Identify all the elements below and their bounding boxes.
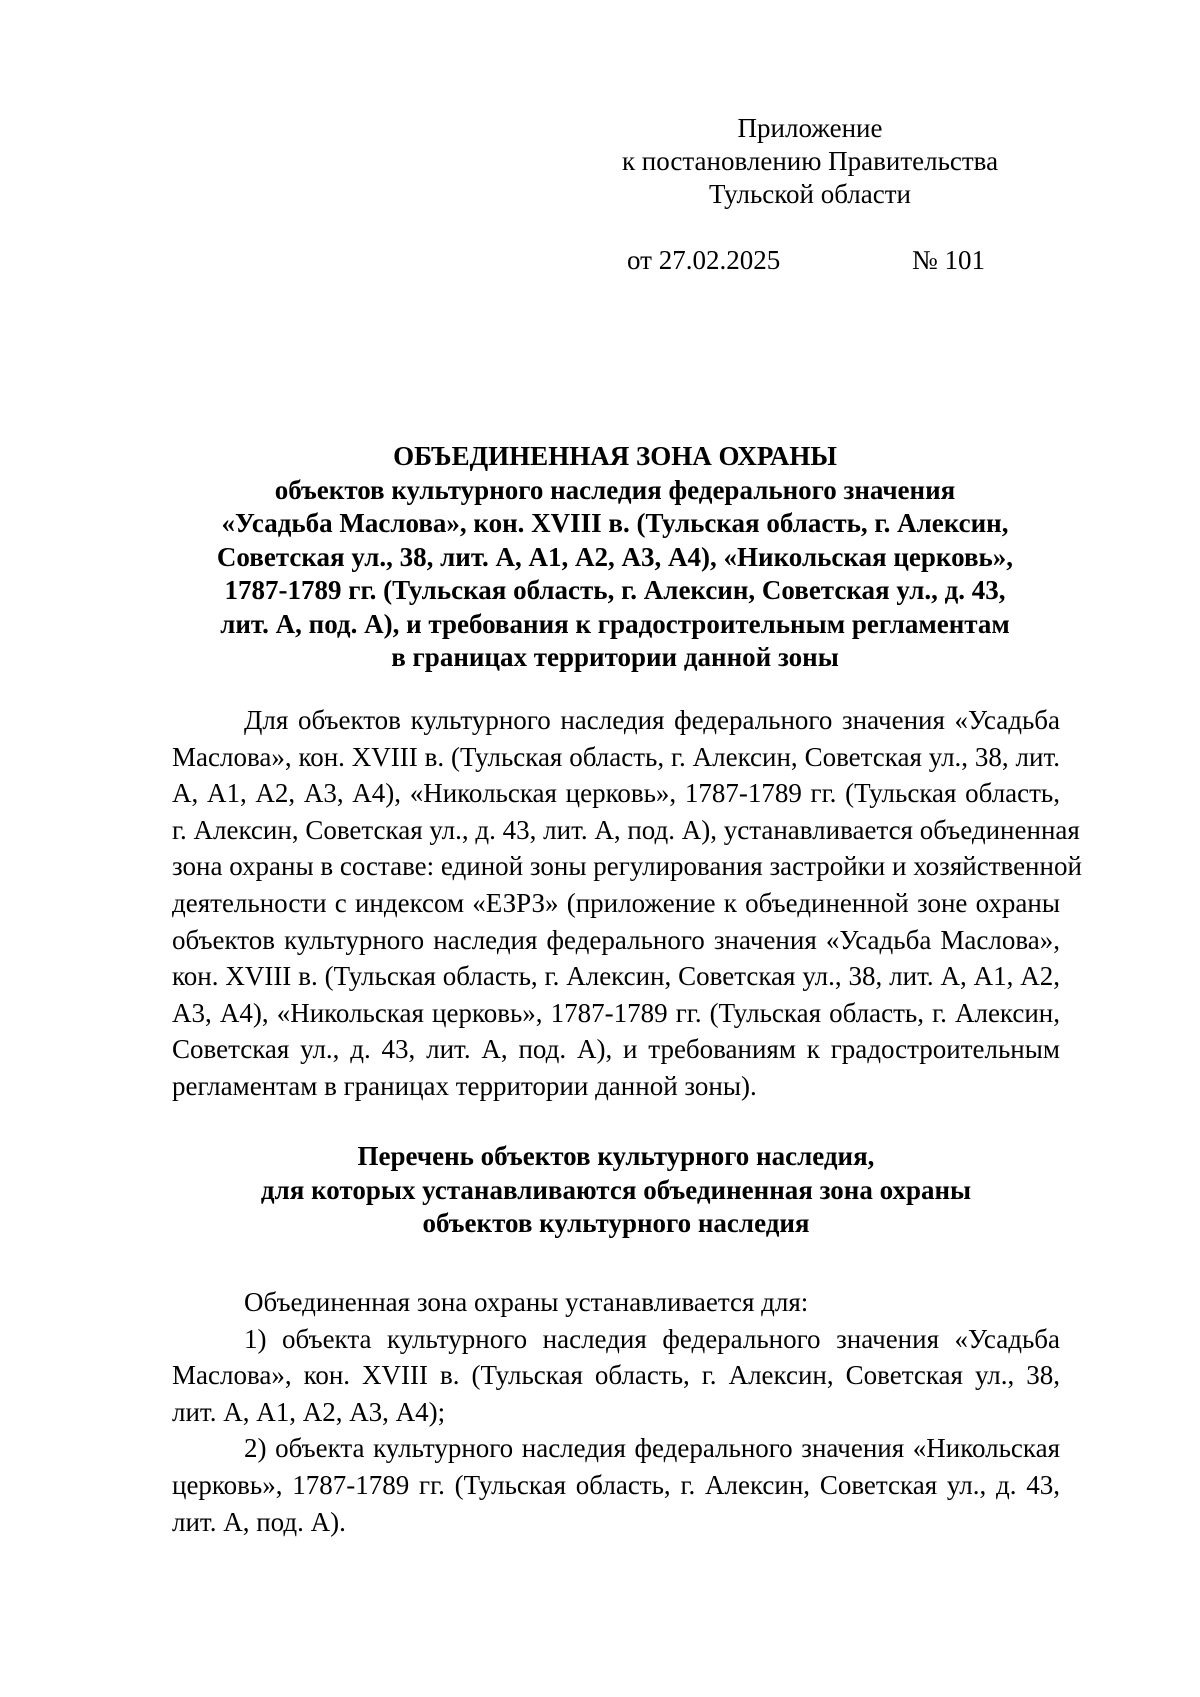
- paragraph-line: зона охраны в составе: единой зоны регулирования застройки и хозяйственной: [172, 851, 1082, 882]
- paragraph-line: г. Алексин, Советская ул., д. 43, лит. А, под. А), устанавливается объединенная: [172, 814, 1080, 845]
- decree-date: от 27.02.2025: [627, 245, 781, 275]
- list-item-line: 1) объекта культурного наследия федерального значения «Усадьба: [244, 1323, 1060, 1354]
- appendix-line: к постановлению Правительства: [621, 146, 999, 176]
- title-line: «Усадьба Маслова», кон. XVIII в. (Тульская область, г. Алексин,: [221, 508, 1009, 538]
- decree-number: № 101: [912, 245, 986, 275]
- document-title: [170, 440, 1060, 675]
- appendix-header: [560, 112, 1060, 211]
- list-item-line: лит. А, А1, А2, А3, А4);: [172, 1396, 446, 1427]
- list-heading: [172, 1140, 1060, 1241]
- title-line: объектов культурного наследия федерального значения: [274, 474, 956, 505]
- title-line: ОБЪЕДИНЕННАЯ ЗОНА ОХРАНЫ: [393, 441, 837, 471]
- object-list: [172, 1284, 1060, 1540]
- list-item-line: церковь», 1787-1789 гг. (Тульская область, г. Алексин, Советская ул., д. 43,: [172, 1469, 1060, 1500]
- appendix-line: Тульской области: [709, 179, 911, 209]
- intro-paragraph: [172, 702, 1082, 1105]
- paragraph-line: деятельности с индексом «ЕЗРЗ» (приложение к объединенной зоне охраны: [172, 887, 1060, 918]
- title-line: Советская ул., 38, лит. А, А1, А2, А3, А4), «Никольская церковь»,: [216, 541, 1014, 572]
- title-line: лит. А, под. А), и требования к градостроительным регламентам: [220, 608, 1010, 639]
- list-item-line: лит. А, под. А).: [172, 1506, 346, 1537]
- paragraph-line: объектов культурного наследия федерального значения «Усадьба Маслова»,: [172, 924, 1060, 955]
- paragraph-line: А3, А4), «Никольская церковь», 1787-1789 гг. (Тульская область, г. Алексин,: [172, 997, 1060, 1028]
- appendix-line: Приложение: [737, 113, 883, 143]
- title-line: 1787-1789 гг. (Тульская область, г. Алексин, Советская ул., д. 43,: [224, 575, 1006, 605]
- title-line: в границах территории данной зоны: [391, 642, 839, 672]
- paragraph-line: регламентам в границах территории данной зоны).: [172, 1070, 757, 1101]
- paragraph-line: А, А1, А2, А3, А4), «Никольская церковь», 1787-1789 гг. (Тульская область,: [172, 778, 1060, 809]
- list-intro-line: Объединенная зона охраны устанавливается для:: [244, 1287, 809, 1317]
- heading-line: Перечень объектов культурного наследия,: [357, 1141, 875, 1171]
- paragraph-line: Советская ул., д. 43, лит. А, под. А), и требованиям к градостроительным: [172, 1034, 1060, 1065]
- paragraph-line: Для объектов культурного наследия федерального значения «Усадьба: [244, 705, 1060, 735]
- heading-line: для которых устанавливаются объединенная зона охраны: [260, 1174, 972, 1205]
- list-item-line: 2) объекта культурного наследия федерального значения «Никольская: [244, 1433, 1060, 1464]
- paragraph-line: кон. XVIII в. (Тульская область, г. Алексин, Советская ул., 38, лит. А, А1, А2,: [172, 961, 1060, 992]
- list-item-line: Маслова», кон. XVIII в. (Тульская область, г. Алексин, Советская ул., 38,: [172, 1360, 1060, 1391]
- paragraph-line: Маслова», кон. XVIII в. (Тульская область, г. Алексин, Советская ул., 38, лит.: [172, 741, 1060, 772]
- heading-line: объектов культурного наследия: [422, 1208, 810, 1238]
